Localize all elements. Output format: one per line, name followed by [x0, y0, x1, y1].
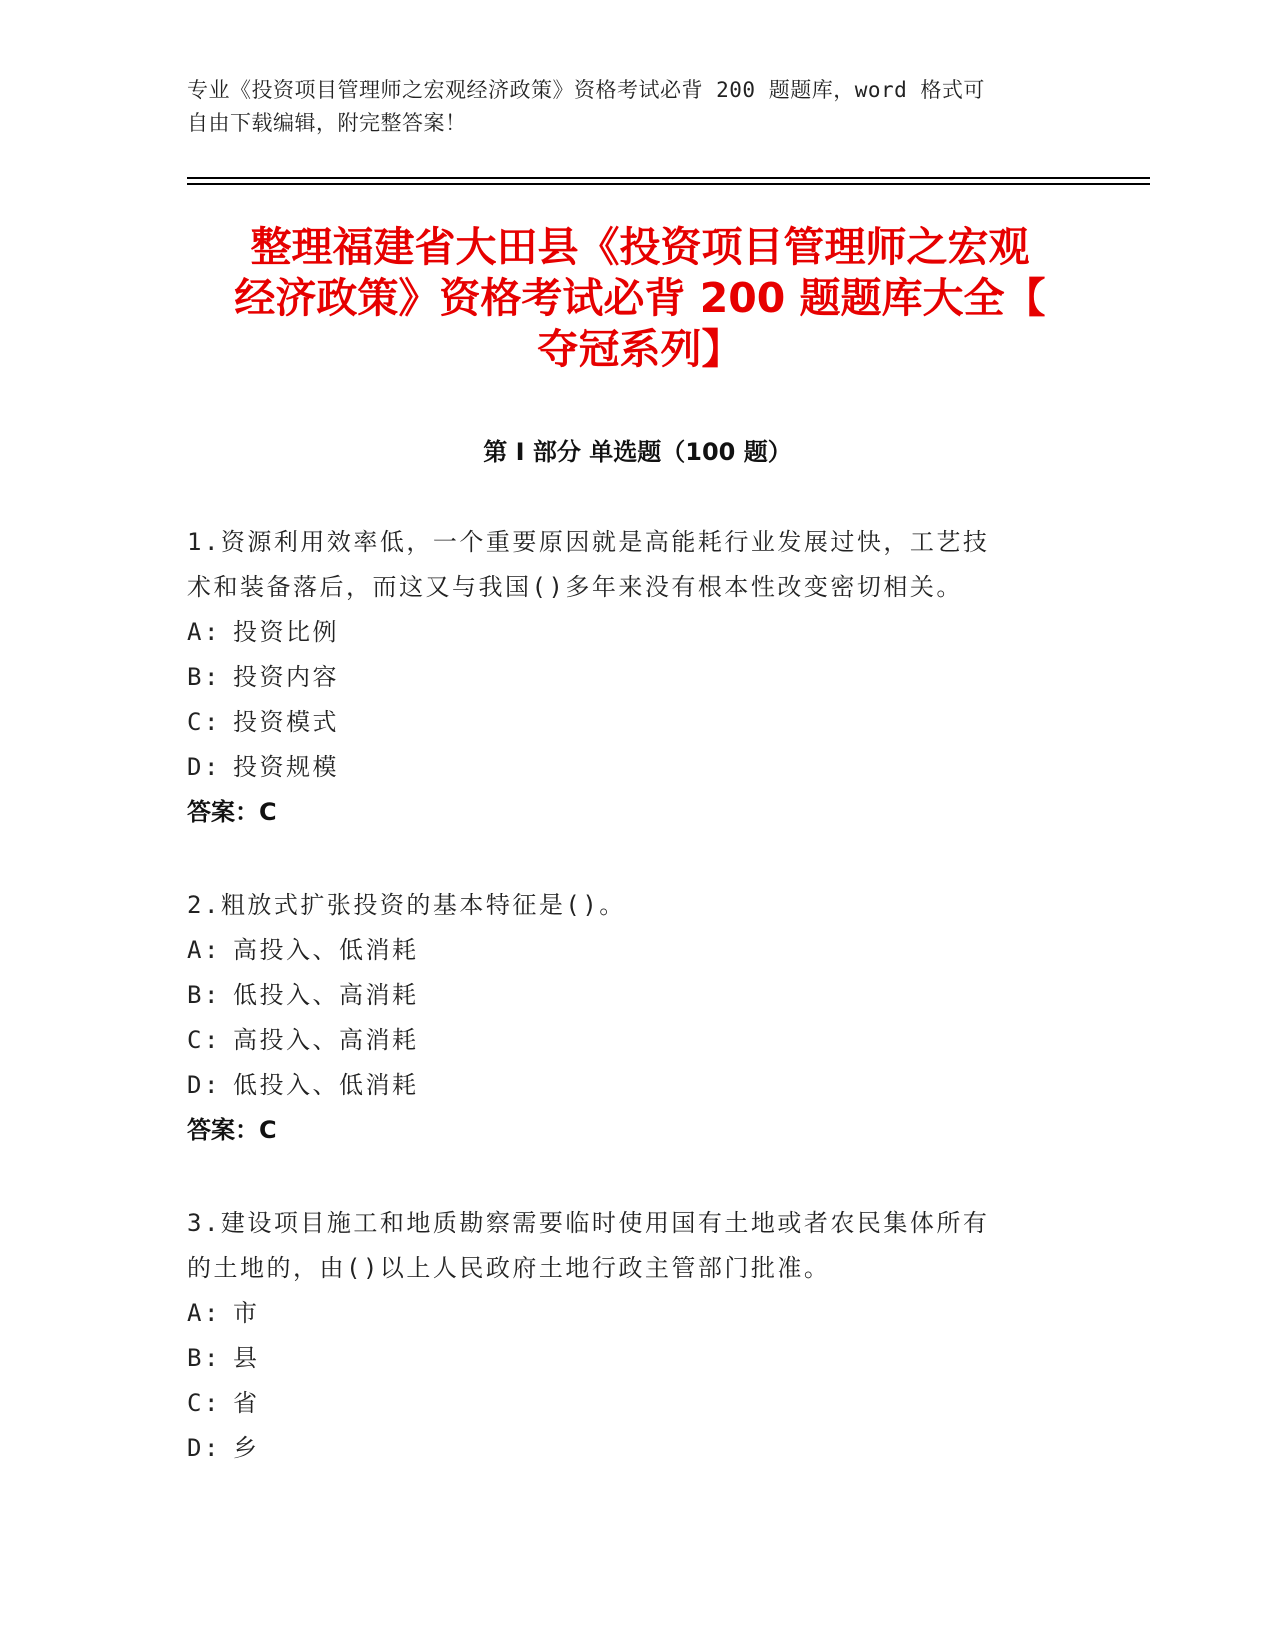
- question-3: [187, 1201, 1067, 1471]
- option-b: [187, 1336, 1067, 1381]
- option-text: 投资内容: [233, 663, 339, 691]
- option-text: 高投入、高消耗: [233, 1026, 419, 1054]
- question-stem-line: 的土地的，由()以上人民政府土地行政主管部门批准。: [187, 1254, 831, 1282]
- option-c: [187, 1018, 1067, 1063]
- option-text: 省: [233, 1389, 260, 1417]
- option-text: 县: [233, 1344, 260, 1372]
- option-text: 投资比例: [233, 618, 339, 646]
- header-note: [187, 74, 1067, 140]
- option-key: C:: [187, 708, 221, 736]
- header-divider-bottom: [187, 183, 1150, 185]
- header-divider-top: [187, 177, 1150, 179]
- document-title-line-3: 夺冠系列】: [537, 325, 743, 373]
- option-key: B:: [187, 981, 221, 1009]
- header-note-line-2: 自由下载编辑，附完整答案！: [187, 111, 467, 135]
- question-1: [187, 520, 1067, 835]
- option-d: [187, 745, 1067, 790]
- option-key: D:: [187, 1434, 221, 1462]
- question-stem-line: 术和装备落后，而这又与我国()多年来没有根本性改变密切相关。: [187, 573, 963, 601]
- option-key: A:: [187, 936, 221, 964]
- option-key: D:: [187, 753, 221, 781]
- question-stem-line: 2.粗放式扩张投资的基本特征是()。: [187, 891, 626, 919]
- option-key: B:: [187, 663, 221, 691]
- option-d: [187, 1063, 1067, 1108]
- option-text: 投资模式: [233, 708, 339, 736]
- option-text: 乡: [233, 1434, 260, 1462]
- option-text: 投资规模: [233, 753, 339, 781]
- option-key: D:: [187, 1071, 221, 1099]
- answer-line: 答案：C: [187, 1116, 277, 1144]
- option-d: [187, 1426, 1067, 1471]
- option-a: [187, 610, 1067, 655]
- question-stem-line: 1.资源利用效率低，一个重要原因就是高能耗行业发展过快，工艺技: [187, 528, 990, 556]
- option-b: [187, 655, 1067, 700]
- document-title: [190, 222, 1090, 375]
- option-key: C:: [187, 1389, 221, 1417]
- option-c: [187, 700, 1067, 745]
- option-key: C:: [187, 1026, 221, 1054]
- option-c: [187, 1381, 1067, 1426]
- option-key: A:: [187, 618, 221, 646]
- option-text: 低投入、低消耗: [233, 1071, 419, 1099]
- option-text: 市: [233, 1299, 260, 1327]
- header-note-line-1: 专业《投资项目管理师之宏观经济政策》资格考试必背 200 题题库，word 格式可: [187, 78, 985, 102]
- question-stem-line: 3.建设项目施工和地质勘察需要临时使用国有土地或者农民集体所有: [187, 1209, 990, 1237]
- option-b: [187, 973, 1067, 1018]
- question-2: [187, 883, 1067, 1153]
- section-heading: 第 I 部分 单选题（100 题）: [483, 438, 792, 466]
- document-title-line-2: 经济政策》资格考试必背 200 题题库大全【: [234, 274, 1046, 322]
- option-text: 低投入、高消耗: [233, 981, 419, 1009]
- option-a: [187, 1291, 1067, 1336]
- document-title-line-1: 整理福建省大田县《投资项目管理师之宏观: [250, 223, 1030, 271]
- option-text: 高投入、低消耗: [233, 936, 419, 964]
- question-list: [187, 520, 1067, 1519]
- answer-line: 答案：C: [187, 798, 277, 826]
- option-key: B:: [187, 1344, 221, 1372]
- option-key: A:: [187, 1299, 221, 1327]
- option-a: [187, 928, 1067, 973]
